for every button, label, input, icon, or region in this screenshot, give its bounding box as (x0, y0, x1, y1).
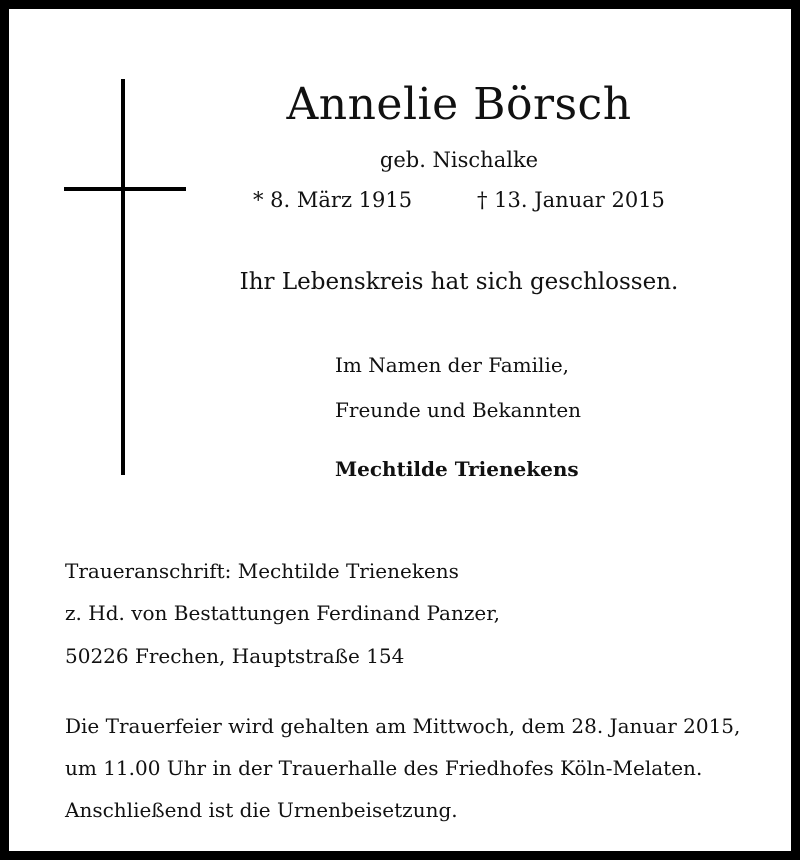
mourning-address-line: Traueranschrift: Mechtilde Trienekens (65, 559, 459, 583)
birth-date: * 8. März 1915 (253, 188, 413, 212)
signer-name: Mechtilde Trienekens (335, 457, 579, 481)
memorial-motto: Ihr Lebenskreis hat sich geschlossen. (239, 269, 679, 295)
family-line: Freunde und Bekannten (335, 398, 582, 422)
birth-name: geb. Nischalke (379, 148, 539, 172)
funeral-service-line: um 11.00 Uhr in der Trauerhalle des Friedhofes Köln-Melaten. (65, 756, 703, 780)
funeral-service-line: Die Trauerfeier wird gehalten am Mittwoch, dem 28. Januar 2015, (65, 714, 741, 738)
family-line: Im Namen der Familie, (335, 353, 570, 377)
cross-icon-horizontal-bar (64, 187, 186, 191)
deceased-name: Annelie Börsch (286, 79, 632, 130)
mourning-address-line: z. Hd. von Bestattungen Ferdinand Panzer, (65, 601, 500, 625)
mourning-address-line: 50226 Frechen, Hauptstraße 154 (65, 644, 405, 668)
funeral-service-line: Anschließend ist die Urnenbeisetzung. (65, 798, 458, 822)
cross-icon-vertical-bar (121, 79, 125, 475)
death-date: † 13. Januar 2015 (477, 188, 665, 212)
